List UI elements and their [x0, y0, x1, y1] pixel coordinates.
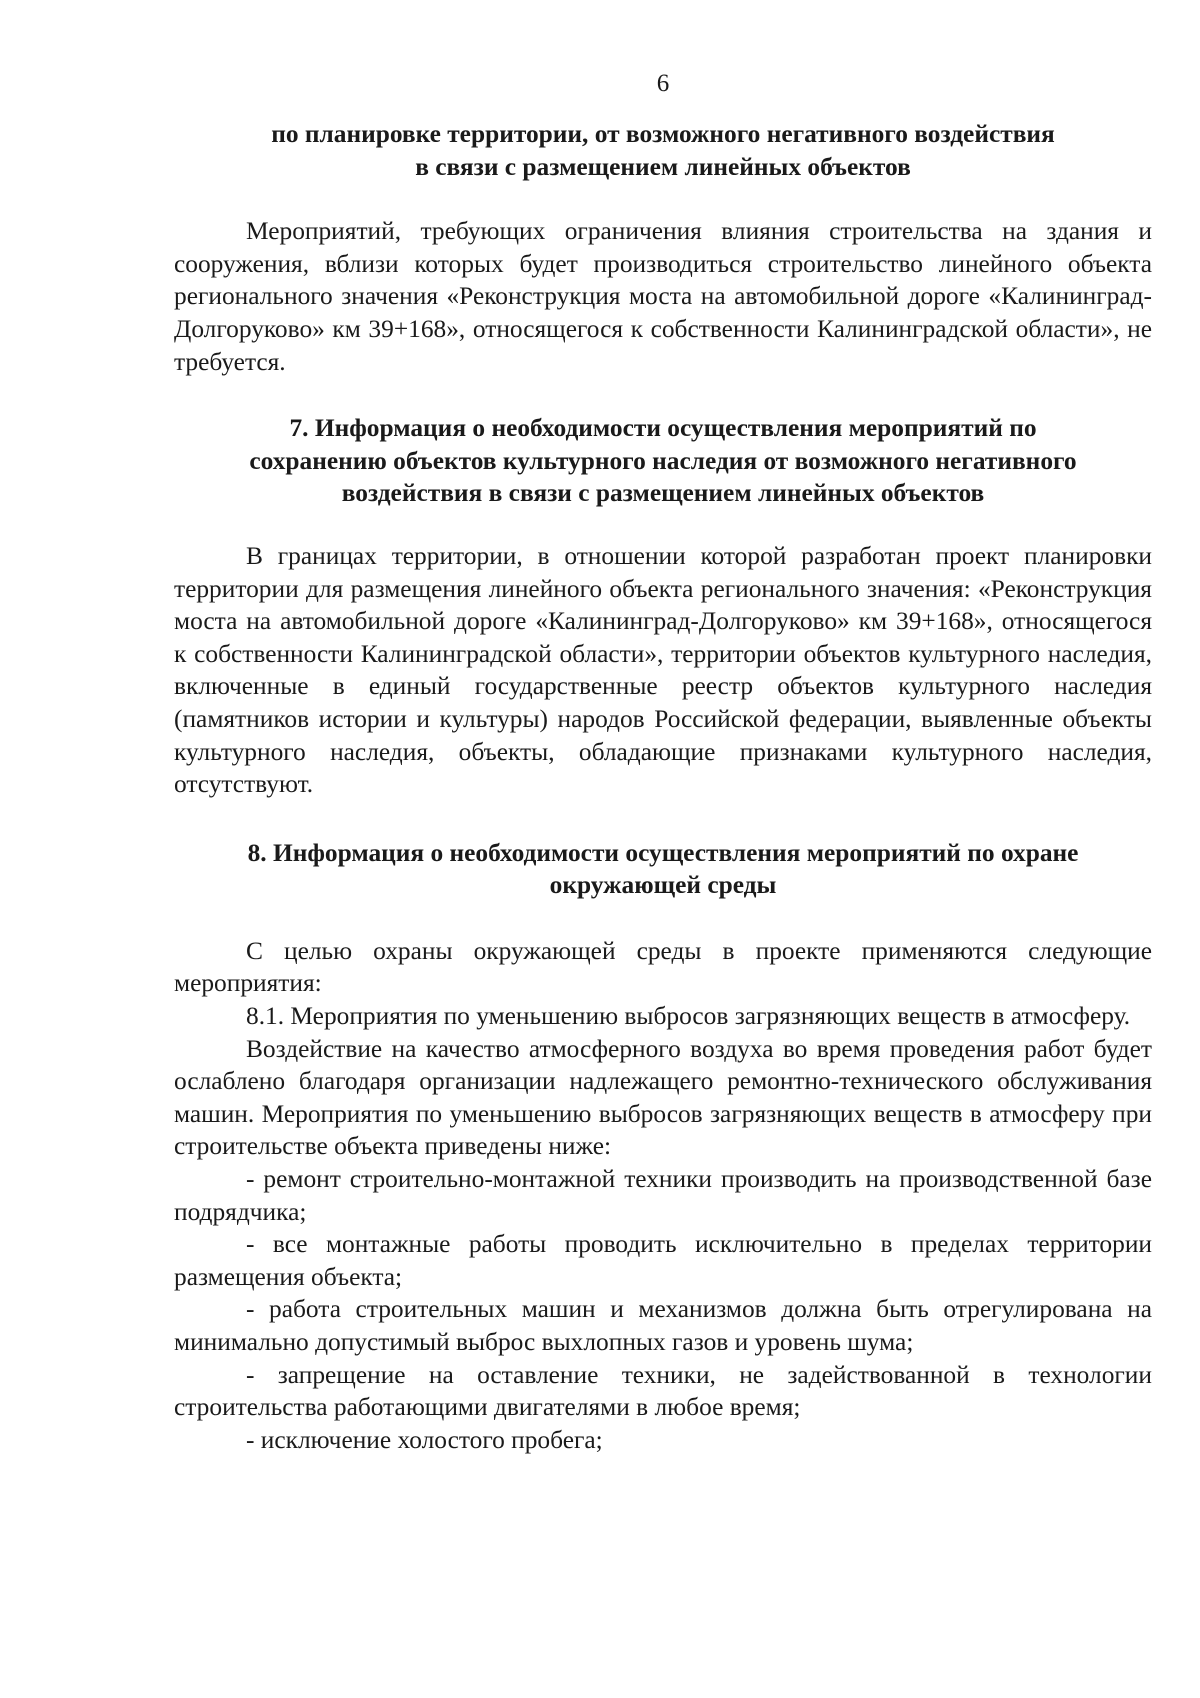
list-item: - все монтажные работы проводить исключительно в пределах территории размещения объекта;: [174, 1230, 1152, 1291]
section-8-heading: [174, 837, 1152, 902]
list-item: - исключение холостого пробега;: [246, 1425, 603, 1454]
section-6-paragraph: Мероприятий, требующих ограничения влияния строительства на здания и сооружения, вблизи которых будет производиться строительство линейного объекта регионального значения «Реконструкция моста на автомобильной дороге «Калининград-Долгоруково» км 39+168», относящегося к собственности Калининградской области», не требуется.: [174, 217, 1152, 376]
heading-line: воздействия в связи с размещением линейных объектов: [341, 479, 985, 508]
section-7-paragraph: В границах территории, в отношении которой разработан проект планировки территории для размещения линейного объекта регионального значения: «Реконструкция моста на автомобильной дороге «Калининград-Долгоруково» км 39+168», относящегося к собственности Калининградской области», территории объектов культурного наследия, включенные в единый государственные реестр объектов культурного наследия (памятников истории и культуры) народов Российской федерации, выявленные объекты культурного наследия, объекты, обладающие признаками культурного наследия, отсутствуют.: [174, 541, 1152, 799]
section-8-paragraph: С целью охраны окружающей среды в проекте применяются следующие мероприятия:: [174, 936, 1152, 998]
list-item: - работа строительных машин и механизмов должна быть отрегулирована на минимально допустимый выброс выхлопных газов и уровень шума;: [174, 1295, 1152, 1356]
section-6-heading: [174, 118, 1152, 183]
list-item: - ремонт строительно-монтажной техники производить на производственной базе подрядчика;: [174, 1165, 1152, 1226]
section-7-heading: [174, 412, 1152, 510]
page-number: 6: [656, 70, 670, 97]
heading-line: сохранению объектов культурного наследия от возможного негативного: [249, 446, 1077, 475]
heading-line: 8. Информация о необходимости осуществления мероприятий по охране: [247, 838, 1079, 867]
list-item: - запрещение на оставление техники, не задействованной в технологии строительства работающими двигателями в любое время;: [174, 1360, 1152, 1422]
heading-line: в связи с размещением линейных объектов: [415, 152, 911, 181]
heading-line: по планировке территории, от возможного негативного воздействия: [271, 120, 1055, 148]
section-8-subheading: 8.1. Мероприятия по уменьшению выбросов загрязняющих веществ в атмосферу.: [246, 1002, 1131, 1031]
heading-line: 7. Информация о необходимости осуществления мероприятий по: [289, 414, 1037, 443]
section-8-paragraph: Воздействие на качество атмосферного воздуха во время проведения работ будет ослаблено благодаря организации надлежащего ремонтно-технического обслуживания машин. Мероприятия по уменьшению выбросов загрязняющих веществ в атмосферу при строительстве объекта приведены ниже:: [174, 1034, 1152, 1161]
heading-line: окружающей среды: [549, 871, 777, 900]
